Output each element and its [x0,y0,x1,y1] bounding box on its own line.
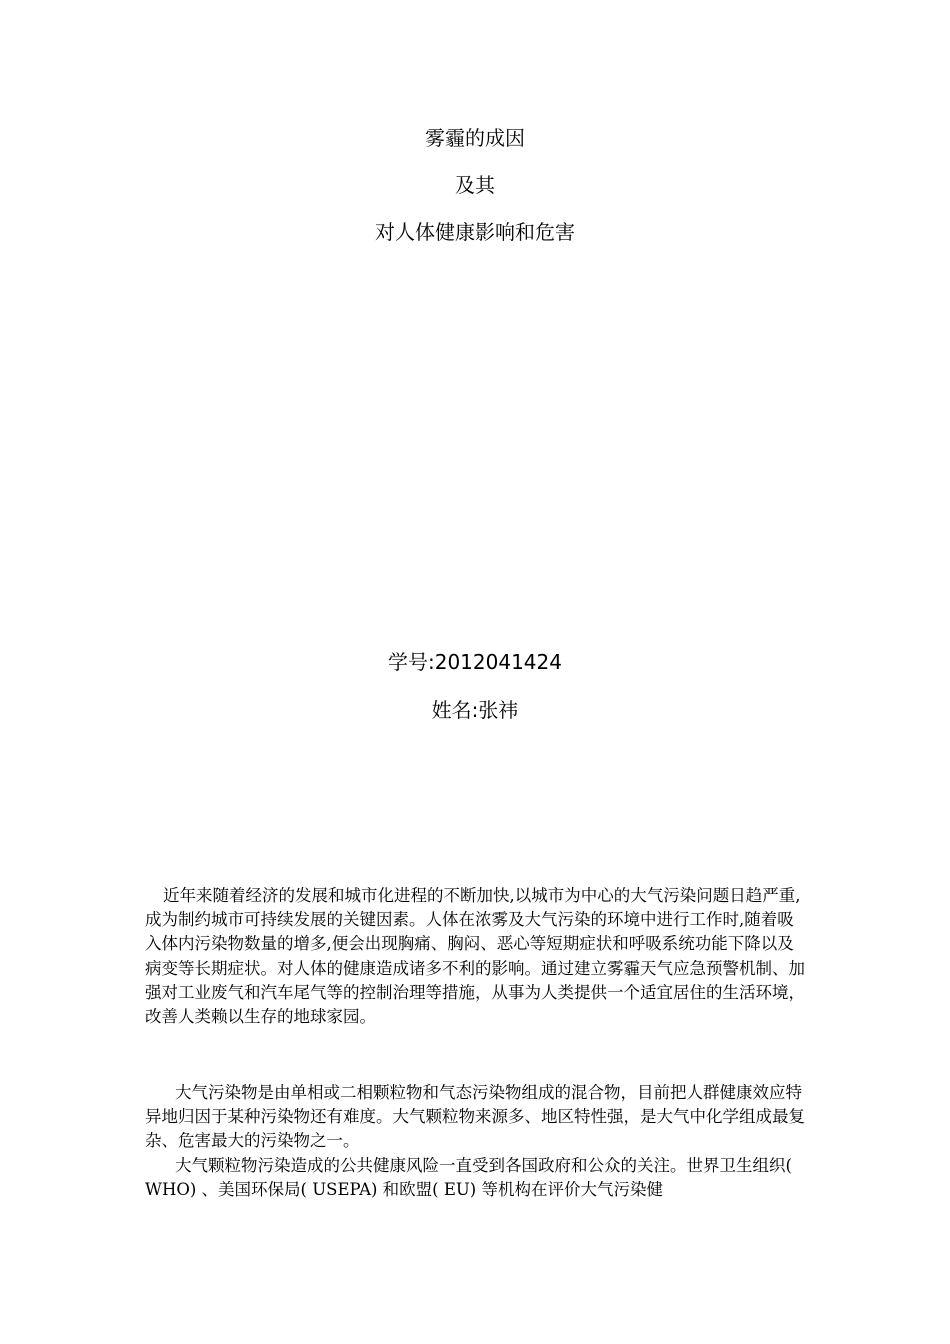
student-id: 学号:2012041424 [388,650,562,674]
body-paragraph-2: 大气颗粒物污染造成的公共健康风险一直受到各国政府和公众的关注。世界卫生组织( WHO) 、美国环保局( USEPA) 和欧盟( EU) 等机构在评价大气污染健 [145,1155,792,1199]
title-line-3: 对人体健康影响和危害 [375,220,575,244]
abstract-block [145,884,810,1029]
title-line-2: 及其 [455,173,495,197]
body-block [145,1081,810,1202]
abstract-paragraph: 近年来随着经济的发展和城市化进程的不断加快,以城市为中心的大气污染问题日趋严重,成为制约城市可持续发展的关键因素。人体在浓雾及大气污染的环境中进行工作时,随着吸入体内污染物数量的增多,便会出现胸痛、胸闷、恶心等短期症状和呼吸系统功能下降以及病变等长期症状。对人体的健康造成诸多不利的影响。通过建立雾霾天气应急预警机制、加强对工业废气和汽车尾气等的控制治理等措施，从事为人类提供一个适宜居住的生活环境，改善人类赖以生存的地球家园。 [145,886,805,1027]
title-line-1: 雾霾的成因 [425,126,525,150]
student-name: 姓名:张祎 [431,698,519,722]
body-paragraph-1: 大气污染物是由单相或二相颗粒物和气态污染物组成的混合物，目前把人群健康效应特异地归因于某种污染物还有难度。大气颗粒物来源多、地区特性强，是大气中化学组成最复杂、危害最大的污染物之一。 [145,1083,805,1151]
